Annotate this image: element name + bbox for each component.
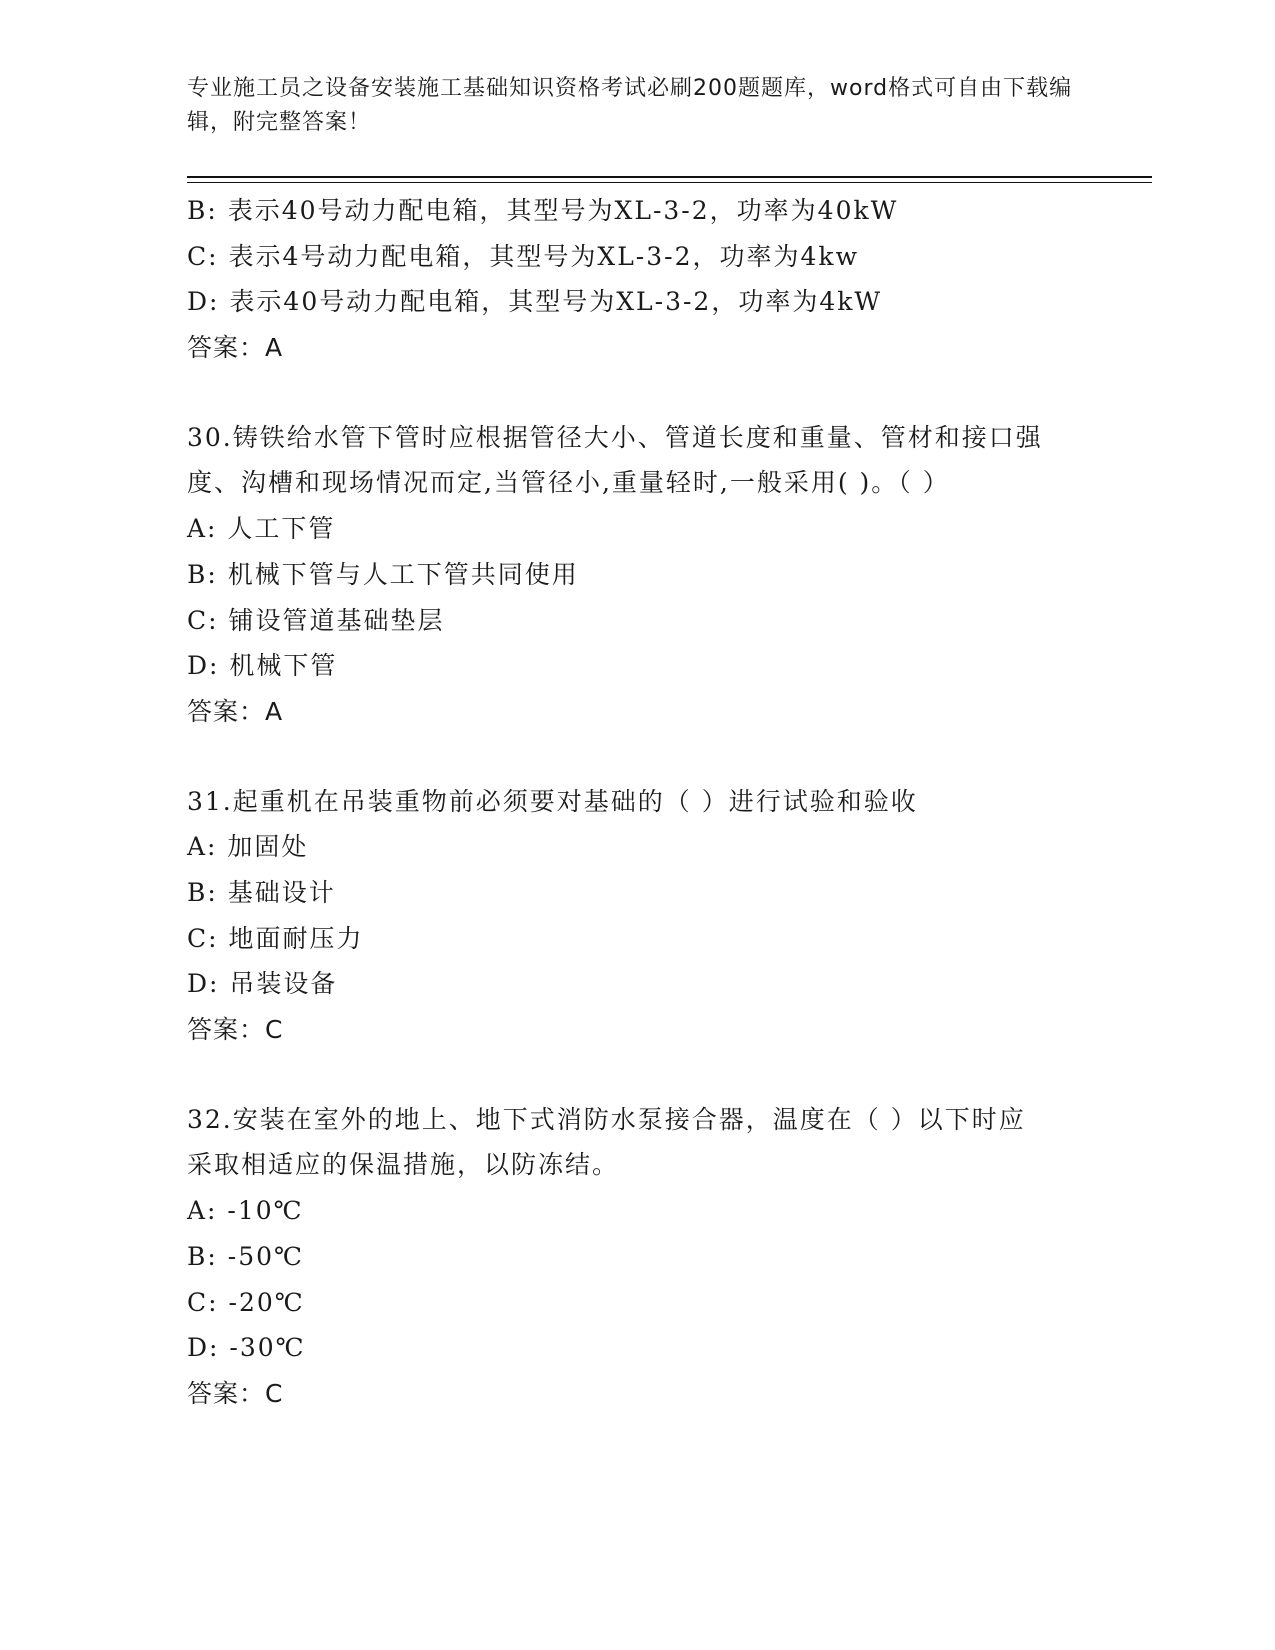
option-b: B: 机械下管与人工下管共同使用 <box>187 559 579 589</box>
option-d: D: 机械下管 <box>187 651 338 681</box>
spacer <box>187 735 1087 779</box>
partial-question <box>187 188 1087 371</box>
option-c: C: 表示4号动力配电箱，其型号为XL-3-2，功率为4kw <box>187 241 859 271</box>
answer-line: 答案：C <box>187 1015 284 1045</box>
option-d: D: 吊装设备 <box>187 969 338 999</box>
header-divider-thick <box>187 176 1152 178</box>
question-stem: 32.安装在室外的地上、地下式消防水泵接合器，温度在（ ）以下时应采取相适应的保温措施，以防冻结。 <box>187 1104 1026 1180</box>
question-32 <box>187 1097 1087 1417</box>
question-stem: 30.铸铁给水管下管时应根据管径大小、管道长度和重量、管材和接口强度、沟槽和现场情况而定,当管径小,重量轻时,一般采用( )。（ ） <box>187 422 1043 498</box>
option-a: A: 加固处 <box>187 832 309 862</box>
question-31 <box>187 779 1087 1053</box>
option-a: A: -10℃ <box>187 1196 304 1226</box>
question-content <box>187 188 1087 1417</box>
spacer <box>187 1053 1087 1097</box>
spacer <box>187 371 1087 415</box>
option-c: C: -20℃ <box>187 1287 305 1317</box>
document-header: 专业施工员之设备安装施工基础知识资格考试必刷200题题库，word格式可自由下载编辑，附完整答案！ <box>187 76 1073 135</box>
option-d: D: 表示40号动力配电箱，其型号为XL-3-2，功率为4kW <box>187 287 883 317</box>
question-30 <box>187 415 1087 735</box>
option-c: C: 铺设管道基础垫层 <box>187 605 445 635</box>
answer-line: 答案：A <box>187 333 284 363</box>
option-b: B: -50℃ <box>187 1241 304 1271</box>
answer-line: 答案：A <box>187 696 284 726</box>
option-a: A: 人工下管 <box>187 514 336 544</box>
option-d: D: -30℃ <box>187 1333 306 1363</box>
option-c: C: 地面耐压力 <box>187 923 364 953</box>
question-stem: 31.起重机在吊装重物前必须要对基础的（ ）进行试验和验收 <box>187 786 918 816</box>
option-b: B: 基础设计 <box>187 877 336 907</box>
answer-line: 答案：C <box>187 1378 284 1408</box>
option-b: B: 表示40号动力配电箱，其型号为XL-3-2，功率为40kW <box>187 196 899 225</box>
header-divider-thin <box>187 182 1152 183</box>
